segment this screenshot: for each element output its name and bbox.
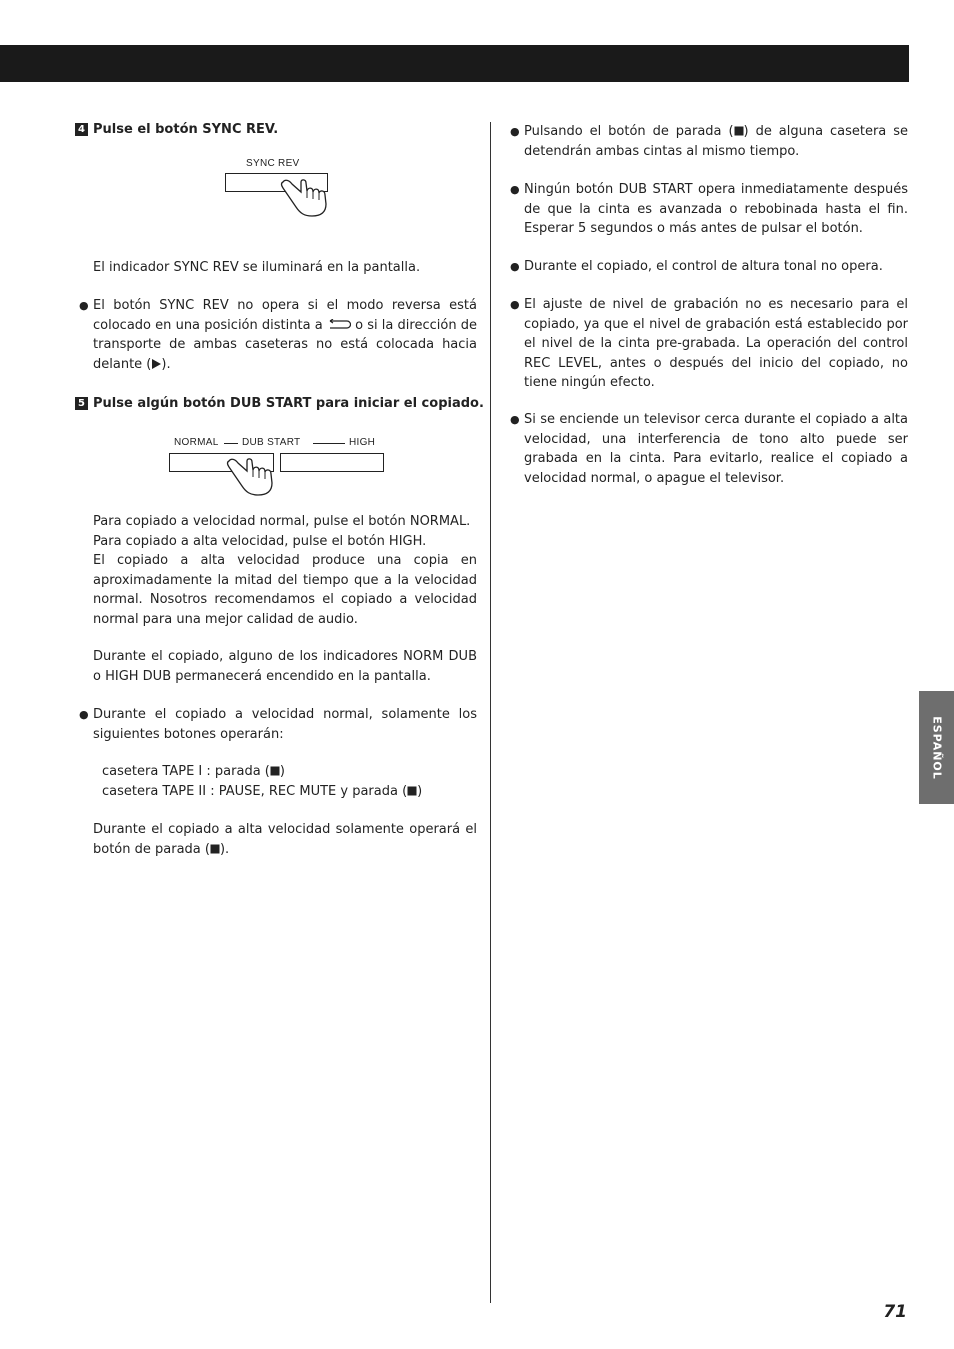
step-number: 5 xyxy=(75,397,88,410)
page-number: 71 xyxy=(883,1302,907,1322)
header-bar xyxy=(0,45,909,82)
sync-rev-label: SYNC REV xyxy=(246,158,300,169)
step-4-heading xyxy=(75,122,278,137)
bullet-tv-interference: ● Si se enciende un televisor cerca durante el copiado a alta velocidad, una interferencia de tono alto puede ser grabada en la cinta. Para evitarlo, realice el copiado a velocidad normal, o apague el televisor. xyxy=(510,412,908,486)
play-forward-icon xyxy=(151,359,161,369)
bullet-dot-icon: ● xyxy=(510,183,520,196)
bullet-stop-both: ● Pulsando el botón de parada ( ) de alguna casetera se detendrán ambas cintas al mismo tiempo. xyxy=(510,124,908,159)
step-5-heading xyxy=(75,396,484,411)
step-title: Pulse algún botón DUB START para iniciar el copiado. xyxy=(93,396,484,411)
column-divider xyxy=(490,122,491,1303)
bullet-dot-icon: ● xyxy=(79,299,89,312)
step-title: Pulse el botón SYNC REV. xyxy=(93,122,279,137)
bullet-dot-icon: ● xyxy=(510,125,520,138)
stop-icon xyxy=(407,786,417,796)
bullet-rec-level: ● El ajuste de nivel de grabación no es necesario para el copiado, ya que el nivel de grabación está establecido por el nivel de la cinta pre-grabada. La operación del control REC LEVEL, antes o después del inicio del copiado, no tiene ningún efecto. xyxy=(510,297,908,390)
paragraph-speed: Para copiado a velocidad normal, pulse el botón NORMAL. Para copiado a alta velocidad, pulse el botón HIGH. El copiado a alta velocidad produce una copia en aproximadamente la mitad del tiempo que a la velocidad normal. Nosotros recomendamos el copiado a velocidad normal para una mejor calidad de audio. xyxy=(93,514,477,627)
language-tab: ESPAÑOL xyxy=(919,691,954,804)
bullet-dot-icon: ● xyxy=(79,708,89,721)
bullet-sync-rev: ● El botón SYNC REV no opera si el modo reversa está colocado en una posición distinta a o si la dirección de transporte de ambas caseteras no está colocada hacia delante ( ). xyxy=(79,298,477,372)
reverse-mode-icon xyxy=(327,319,351,330)
stop-icon xyxy=(270,766,280,776)
bullet-pitch-control: ● Durante el copiado, el control de altura tonal no opera. xyxy=(524,257,908,277)
bullet-dot-icon: ● xyxy=(510,260,520,273)
stop-icon xyxy=(210,844,220,854)
dub-start-label: DUB START xyxy=(242,437,301,448)
label-line xyxy=(224,443,238,444)
paragraph-high-speed: Durante el copiado a alta velocidad solamente operará el botón de parada ( ). xyxy=(93,822,477,857)
bullet-dub-start-wait: ● Ningún botón DUB START opera inmediatamente después de que la cinta es avanzada o rebobinada hasta el fin. Esperar 5 segundos o más antes de pulsar el botón. xyxy=(510,182,908,236)
tape-list: casetera TAPE I : parada ( ) casetera TAPE II : PAUSE, REC MUTE y parada ( ) xyxy=(102,764,423,799)
high-label: HIGH xyxy=(349,437,376,448)
pressing-hand-icon xyxy=(225,455,279,497)
step-number: 4 xyxy=(75,123,88,136)
pressing-hand-icon xyxy=(279,176,333,218)
stop-icon xyxy=(734,126,744,136)
label-line xyxy=(313,443,345,444)
bullet-dot-icon: ● xyxy=(510,298,520,311)
bullet-dot-icon: ● xyxy=(510,413,520,426)
normal-label: NORMAL xyxy=(174,437,219,448)
high-button-illustration xyxy=(280,453,384,472)
paragraph-during-copy: Durante el copiado, alguno de los indicadores NORM DUB o HIGH DUB permanecerá encendido en la pantalla. xyxy=(93,649,477,684)
paragraph-indicator: El indicador SYNC REV se iluminará en la pantalla. xyxy=(93,260,421,275)
bullet-normal-speed: ● Durante el copiado a velocidad normal, solamente los siguientes botones operarán: xyxy=(79,707,477,742)
